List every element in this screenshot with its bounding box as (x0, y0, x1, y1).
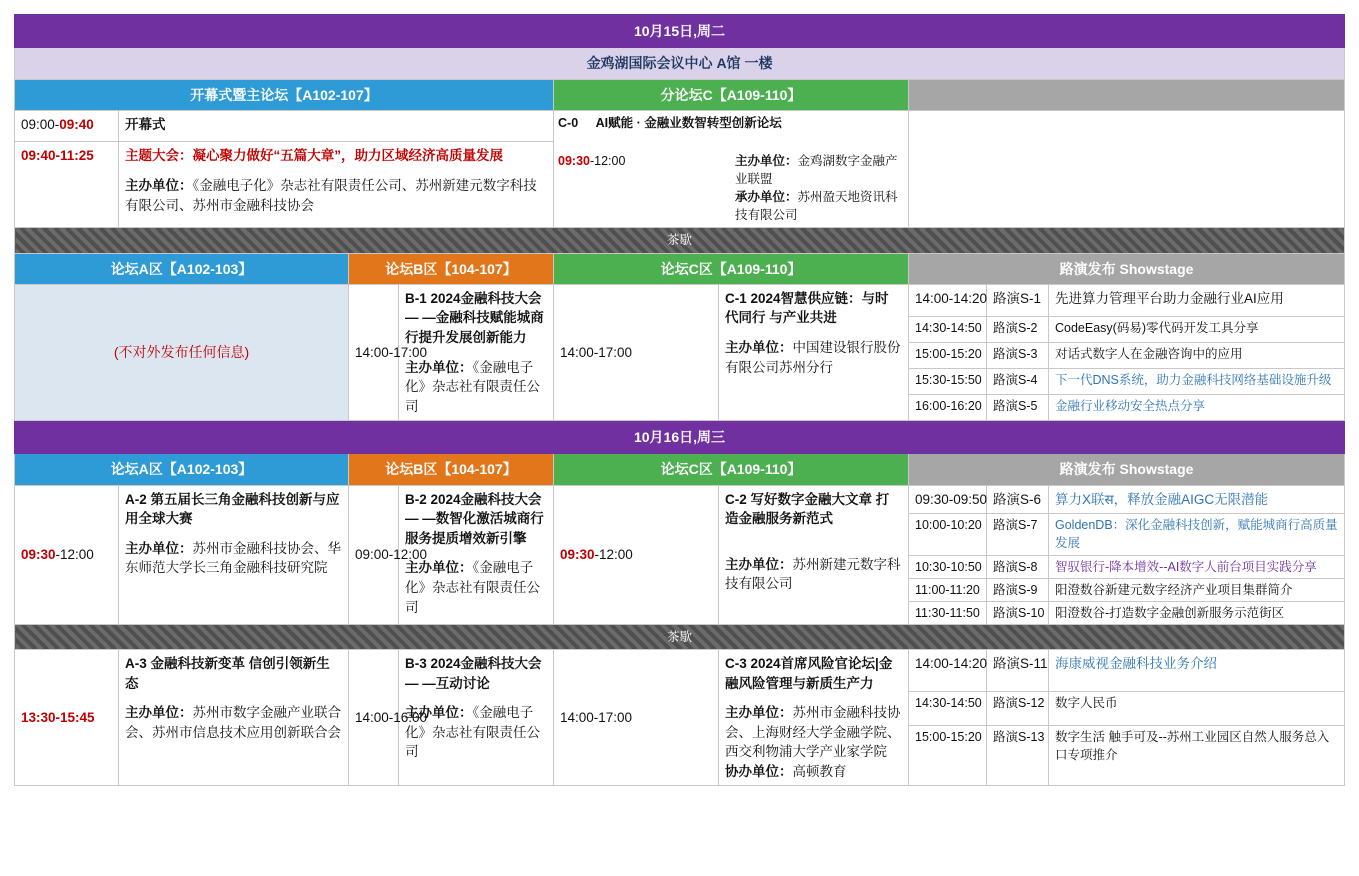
show-time: 15:00-15:20 (909, 343, 987, 369)
header-forum-c: 分论坛C【A109-110】 (554, 79, 909, 110)
day1-break-row (15, 228, 1345, 253)
day2-date-bar-row (15, 421, 1345, 454)
forum-b3-host: 《金融电子化》杂志社有限责任公司 (405, 705, 540, 760)
show-time: 15:00-15:20 (909, 725, 987, 786)
forum-c0-code: C-0 (558, 115, 579, 130)
forum-c1-host: 中国建设银行股份有限公司苏州分行 (725, 339, 901, 375)
show-title: 金融行业移动安全热点分享 (1049, 395, 1345, 421)
forum-c0-cell (554, 110, 909, 228)
forum-b3-title: B-3 2024金融科技大会— —互动讨论 (405, 656, 542, 691)
forum-b3-time: 14:00-16:00 (349, 650, 399, 786)
forum-b2-time: 09:00-12:00 (349, 485, 399, 624)
forum-a3-host: 苏州市数字金融产业联合会、苏州市信息技术应用创新联合会 (125, 705, 341, 740)
forum-c0-inner (554, 111, 908, 228)
show-time: 16:00-16:20 (909, 395, 987, 421)
opening-title: 开幕式 (119, 110, 554, 142)
forum-c3-host-line (725, 703, 902, 762)
show-no: 路演S-2 (987, 316, 1049, 342)
show-title: 海康威视金融科技业务介绍 (1049, 650, 1345, 692)
forum-a2-host-label: 主办单位： (125, 540, 193, 556)
show-no: 路演S-6 (987, 485, 1049, 514)
day1-afternoon-row (15, 284, 1345, 316)
show-time: 11:30-11:50 (909, 601, 987, 624)
forum-a2-time-end: -12:00 (55, 547, 94, 563)
forum-c1-title: C-1 2024智慧供应链：与时代同行 与产业共进 (725, 290, 889, 326)
forum-c0-cohost-line (735, 188, 904, 224)
forum-a2-title: A-2 第五届长三角金融科技创新与应用全球大赛 (125, 491, 340, 527)
day1-afternoon-header-row (15, 253, 1345, 284)
header-forum-a: 论坛A区【A102-103】 (15, 253, 349, 284)
forum-a2-host-line (125, 539, 342, 578)
header-forum-c2: 论坛C区【A109-110】 (554, 253, 909, 284)
forum-c0-title-row (554, 111, 908, 149)
day1-date-bar: 10月15日,周二 (15, 15, 1345, 48)
forum-c3-title: C-3 2024首席风险官论坛|金融风险管理与新质生产力 (725, 656, 893, 691)
forum-c2-time (554, 485, 719, 624)
forum-a3-title: A-3 金融科技新变革 信创引领新生态 (125, 656, 330, 691)
day1-date-bar-row (15, 15, 1345, 48)
forum-c0-host-label: 主办单位： (735, 153, 798, 168)
show-no: 路演S-4 (987, 369, 1049, 395)
keynote-cell (119, 142, 554, 228)
show-title: 算力X联स，释放金融AIGC无限潜能 (1049, 485, 1345, 514)
forum-c2-title: C-2 写好数字金融大文章 打造金融服务新范式 (725, 491, 890, 527)
forum-a3-host-line (125, 703, 342, 742)
day2-break-row (15, 624, 1345, 649)
show-time: 10:00-10:20 (909, 514, 987, 555)
day1-header-row (15, 79, 1345, 110)
header-forum-b: 论坛B区【104-107】 (349, 253, 554, 284)
forum-c2-cell (719, 485, 909, 624)
day2-break: 茶歇 (15, 624, 1345, 649)
forum-a-note: (不对外发布任何信息) (15, 284, 349, 420)
day1-opening-row (15, 110, 1345, 142)
opening-time: 09:00-09:40 (15, 110, 119, 142)
forum-a2-host: 苏州市金融科技协会、华东师范大学长三角金融科技研究院 (125, 540, 341, 576)
header-showstage-day2: 路演发布 Showstage (909, 454, 1345, 485)
show-no: 路演S-10 (987, 601, 1049, 624)
show-time: 14:30-14:50 (909, 316, 987, 342)
forum-c1-host-line (725, 338, 902, 377)
show-title: 数字人民币 (1049, 692, 1345, 726)
day2-date-bar: 10月16日,周三 (15, 421, 1345, 454)
show-no: 路演S-3 (987, 343, 1049, 369)
day2-header-row (15, 454, 1345, 485)
show-time: 14:00-14:20 (909, 284, 987, 316)
forum-c2-time-start: 09:30 (560, 547, 595, 563)
forum-c0-time (554, 149, 731, 228)
keynote-host: 《金融电子化》杂志社有限责任公司、苏州新建元数字科技有限公司、苏州市金融科技协会 (125, 178, 537, 213)
header-forum-b-day2: 论坛B区【104-107】 (349, 454, 554, 485)
show-time: 15:30-15:50 (909, 369, 987, 395)
forum-b2-title: B-2 2024金融科技大会— —数智化激活城商行服务提质增效新引擎 (405, 491, 544, 546)
show-no: 路演S-1 (987, 284, 1049, 316)
show-title: 阳澄数谷-打造数字金融创新服务示范街区 (1049, 601, 1345, 624)
forum-b2-host-label: 主办单位： (405, 560, 473, 576)
show-title: CodeEasy(码易)零代码开发工具分享 (1049, 316, 1345, 342)
show-no: 路演S-12 (987, 692, 1049, 726)
day2-morning-row (15, 485, 1345, 514)
forum-a3-cell (119, 650, 349, 786)
conference-schedule-table (14, 14, 1345, 786)
forum-c1-cell (719, 284, 909, 420)
header-showstage: 路演发布 Showstage (909, 253, 1345, 284)
forum-c3-cohost-label: 协办单位： (725, 763, 793, 779)
forum-b1-host-label: 主办单位： (405, 359, 473, 375)
show-no: 路演S-11 (987, 650, 1049, 692)
show-no: 路演S-9 (987, 578, 1049, 601)
forum-b3-cell (399, 650, 554, 786)
forum-a2-time-start: 09:30 (21, 547, 56, 563)
show-no: 路演S-8 (987, 555, 1049, 578)
keynote-host-label: 主办单位： (125, 178, 193, 194)
show-title: 先进算力管理平台助力金融行业AI应用 (1049, 284, 1345, 316)
forum-b3-host-line (405, 703, 547, 762)
day1-empty-right (909, 110, 1345, 228)
forum-c3-host: 苏州市金融科技协会、上海财经大学金融学院、西交利物浦大学产业家学院 (725, 705, 901, 760)
show-title: 下一代DNS系统，助力金融科技网络基础设施升级 (1049, 369, 1345, 395)
forum-b2-host: 《金融电子化》杂志社有限责任公司 (405, 560, 540, 615)
forum-c0-time-end: -12:00 (589, 153, 626, 168)
forum-c0-detail-row (554, 149, 908, 228)
forum-c2-host-label: 主办单位： (725, 556, 793, 572)
forum-c0-host: 金鸡湖数字金融产业联盟 (735, 153, 898, 187)
show-title: 数字生活 触手可及--苏州工业园区自然人服务总入口专项推介 (1049, 725, 1345, 786)
forum-c3-host-label: 主办单位： (725, 705, 793, 721)
forum-a3-host-label: 主办单位： (125, 705, 193, 721)
show-title: 阳澄数谷新建元数字经济产业项目集群简介 (1049, 578, 1345, 601)
forum-c1-time: 14:00-17:00 (554, 284, 719, 420)
keynote-time: 09:40-11:25 (15, 142, 119, 228)
forum-c0-title (554, 111, 908, 149)
show-title: 智驭银行-降本增效--AI数字人前台项目实践分享 (1049, 555, 1345, 578)
show-no: 路演S-13 (987, 725, 1049, 786)
forum-c0-name: AI赋能 · 金融业数智转型创新论坛 (595, 115, 782, 130)
forum-a2-time (15, 485, 119, 624)
forum-c0-time-start: 09:30 (558, 153, 590, 168)
forum-c2-host-line (725, 555, 902, 594)
forum-c2-time-end: -12:00 (594, 547, 633, 563)
forum-a2-cell (119, 485, 349, 624)
header-forum-c-day2: 论坛C区【A109-110】 (554, 454, 909, 485)
header-forum-a-day2: 论坛A区【A102-103】 (15, 454, 349, 485)
show-no: 路演S-7 (987, 514, 1049, 555)
forum-c0-hosts (731, 149, 908, 228)
forum-c2-host: 苏州新建元数字科技有限公司 (725, 556, 901, 592)
show-title: GoldenDB：深化金融科技创新，赋能城商行高质量发展 (1049, 514, 1345, 555)
show-time: 11:00-11:20 (909, 578, 987, 601)
keynote-title: 主题大会：凝心聚力做好“五篇大章”，助力区域经济高质量发展 (125, 148, 503, 164)
day2-afternoon-row (15, 650, 1345, 692)
forum-c0-cohost-label: 承办单位： (735, 190, 798, 205)
day1-break: 茶歇 (15, 228, 1345, 253)
forum-c0-cohost: 苏州盈天地资讯科技有限公司 (735, 190, 898, 223)
show-time: 09:30-09:50 (909, 485, 987, 514)
forum-b2-host-line (405, 558, 547, 617)
show-time: 14:00-14:20 (909, 650, 987, 692)
forum-b1-host-line (405, 358, 547, 417)
forum-b1-host: 《金融电子化》杂志社有限责任公司 (405, 359, 540, 414)
forum-b1-title: B-1 2024金融科技大会— —金融科技赋能城商行提升发展创新能力 (405, 290, 544, 345)
forum-c3-cell (719, 650, 909, 786)
forum-c3-cohost: 高顿教育 (792, 763, 847, 779)
show-time: 10:30-10:50 (909, 555, 987, 578)
keynote-host-line (125, 176, 547, 215)
header-main-forum: 开幕式暨主论坛【A102-107】 (15, 79, 554, 110)
show-time: 14:30-14:50 (909, 692, 987, 726)
forum-c0-host-line (735, 152, 904, 188)
day1-venue: 金鸡湖国际会议中心 A馆 一楼 (15, 48, 1345, 79)
forum-a3-time: 13:30-15:45 (15, 650, 119, 786)
show-title: 对话式数字人在金融咨询中的应用 (1049, 343, 1345, 369)
forum-c3-time: 14:00-17:00 (554, 650, 719, 786)
forum-b1-time: 14:00-17:00 (349, 284, 399, 420)
show-no: 路演S-5 (987, 395, 1049, 421)
forum-b3-host-label: 主办单位： (405, 705, 473, 721)
header-empty (909, 79, 1345, 110)
forum-c1-host-label: 主办单位： (725, 339, 793, 355)
forum-c3-cohost-line (725, 762, 902, 782)
day1-venue-row (15, 48, 1345, 79)
